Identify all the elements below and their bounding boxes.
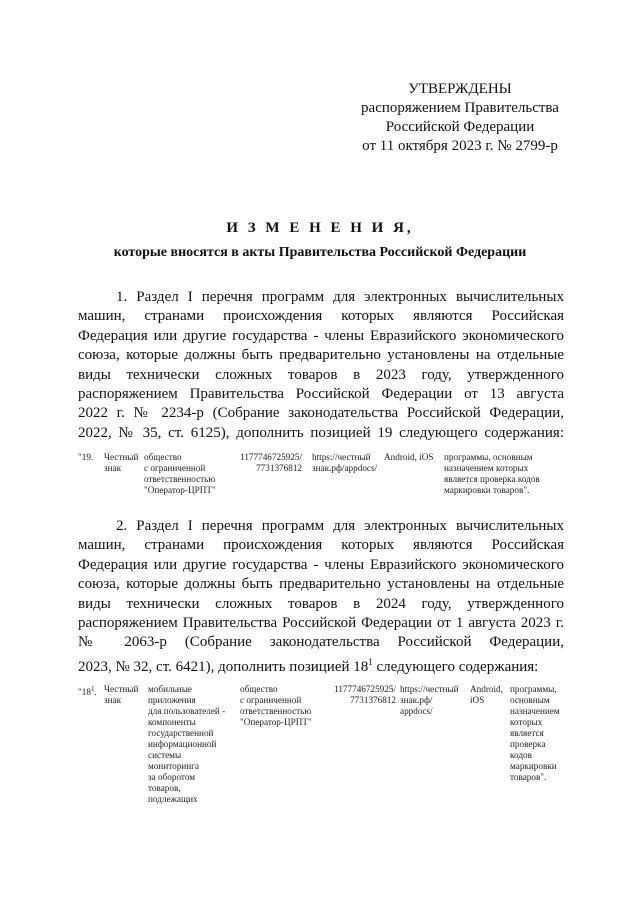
approval-stamp (330, 80, 590, 156)
table-position-19 (78, 452, 568, 502)
table-position-18-1 (78, 684, 568, 834)
table-cell-number: "$18^1$. (78, 685, 97, 698)
table-cell-class: программы, основным назначением которых является проверка кодов маркировки товаров". (444, 452, 540, 495)
paragraph-line: виды технически сложных товаров в 2023 году, утвержденного (78, 366, 564, 383)
paragraph-line: распоряжением Правительства Российской Федерации от 1 августа 2023 г. (78, 615, 564, 632)
table-cell-owner: общество с ограниченной ответственностью "Оператор-ЦРПТ" (144, 452, 216, 495)
table-cell-url: https://честный знак.рф/appdocs/ (312, 452, 378, 473)
paragraph-line: машин, странами происхождения которых являются Российская (78, 308, 564, 325)
paragraph-line: союза, которые должны быть предварительно установлены на отдельные (78, 347, 564, 364)
table-cell-purpose: мобильные приложения для пользователей - компоненты государственной информационной системы мониторинга за оборотом товаров, подлежащих (148, 684, 226, 804)
document-title: И З М Е Н Е Н И Я, (226, 220, 414, 236)
paragraph-line: Федерация или другие государства - члены Евразийского экономического (78, 327, 564, 344)
paragraph-line: 1. Раздел I перечня программ для электронных вычислительных (116, 289, 564, 305)
paragraph-line: 2. Раздел I перечня программ для электронных вычислительных (116, 518, 564, 534)
approval-line: УТВЕРЖДЕНЫ (408, 81, 512, 97)
section-2-paragraph (78, 517, 564, 677)
table-cell-number: "19. (78, 452, 94, 462)
paragraph-line: № 2063-р (Собрание законодательства Российской Федерации, (78, 634, 564, 651)
paragraph-line: союза, которые должны быть предварительно установлены на отдельные (78, 576, 564, 593)
table-cell-ogrn-inn: 1177746725925/ 7731376812 (334, 684, 396, 705)
table-cell-owner: общество с ограниченной ответственностью "Оператор-ЦРПТ" (240, 684, 312, 727)
paragraph-line: виды технически сложных товаров в 2024 году, утвержденного (78, 595, 564, 612)
table-cell-name: Честный знак (104, 452, 139, 473)
approval-line: Российской Федерации (385, 119, 535, 135)
paragraph-line: 2023, № 32, ст. 6421), дополнить позицией $18^1$ следующего содержания: (78, 656, 539, 675)
table-cell-url: https://честный знак.рф/ appdocs/ (400, 684, 459, 716)
paragraph-line: распоряжением Правительства Российской Федерации от 13 августа (78, 386, 564, 403)
document-subtitle: которые вносятся в акты Правительства Российской Федерации (113, 245, 527, 260)
table-cell-ogrn-inn: 1177746725925/ 7731376812 (240, 452, 302, 473)
paragraph-line: 2022, № 35, ст. 6125), дополнить позицией 19 следующего содержания: (78, 424, 564, 441)
paragraph-line: 2022 г. № 2234-р (Собрание законодательства Российской Федерации, (78, 405, 564, 422)
approval-line: от 11 октября 2023 г. № 2799-р (362, 138, 558, 154)
table-cell-name: Честный знак (104, 684, 139, 705)
table-cell-class: программы, основным назначением которых является проверка кодов маркировки товаров". (510, 684, 560, 782)
paragraph-line: машин, странами происхождения которых являются Российская (78, 537, 564, 554)
paragraph-line: Федерация или другие государства - члены Евразийского экономического (78, 556, 564, 573)
approval-line: распоряжением Правительства (361, 100, 559, 116)
table-cell-os: Android, iOS (384, 452, 434, 462)
section-1-paragraph (78, 288, 564, 443)
table-cell-os: Android, iOS (470, 684, 503, 705)
